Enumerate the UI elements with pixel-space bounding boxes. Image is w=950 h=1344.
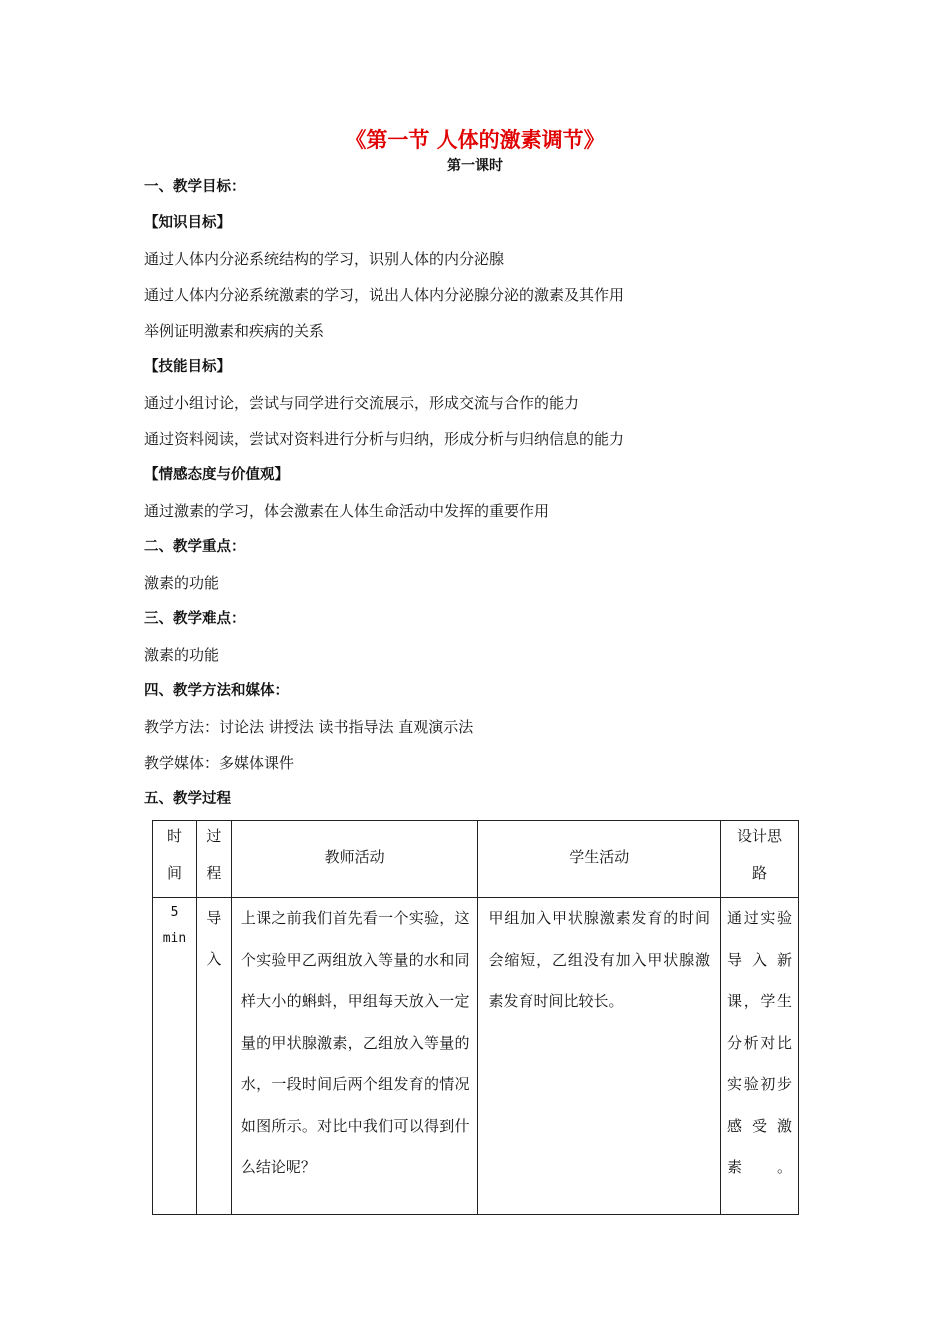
cell-time-value: 5 bbox=[170, 905, 179, 920]
header-process bbox=[196, 821, 231, 898]
header-time-line1: 时 bbox=[166, 827, 182, 845]
cell-process-line1: 导 bbox=[206, 909, 222, 927]
cell-design bbox=[721, 898, 799, 1215]
header-teacher-label: 教师活动 bbox=[324, 847, 385, 866]
knowledge-item: 举例证明激素和疾病的关系 bbox=[144, 322, 325, 340]
skill-item: 通过小组讨论，尝试与同学进行交流展示，形成交流与合作的能力 bbox=[144, 394, 580, 412]
attitude-heading: 【情感态度与价值观】 bbox=[144, 467, 289, 483]
header-process-line2: 程 bbox=[206, 864, 222, 882]
knowledge-heading: 【知识目标】 bbox=[144, 215, 231, 231]
cell-process bbox=[196, 898, 231, 1215]
cell-teacher-activity bbox=[231, 898, 478, 1215]
media-text: 教学媒体：多媒体课件 bbox=[144, 754, 295, 772]
knowledge-item: 通过人体内分泌系统激素的学习，说出人体内分泌腺分泌的激素及其作用 bbox=[144, 286, 625, 304]
goals-heading: 一、教学目标： bbox=[144, 179, 246, 195]
header-student bbox=[478, 821, 721, 898]
attitude-item: 通过激素的学习，体会激素在人体生命活动中发挥的重要作用 bbox=[144, 502, 550, 520]
key-heading: 二、教学重点： bbox=[144, 539, 246, 555]
header-design bbox=[721, 821, 799, 898]
teacher-activity-text: 上课之前我们首先看一个实验，这个实验甲乙两组放入等量的水和同样大小的蝌蚪，甲组每天放入一定量的甲状腺激素，乙组放入等量的水，一段时间后两个组发育的情况如图所示。对比中我们可以得到什么结论呢？ bbox=[240, 909, 470, 1176]
method-text: 教学方法：讨论法 讲授法 读书指导法 直观演示法 bbox=[144, 718, 474, 736]
header-teacher bbox=[231, 821, 478, 898]
design-text: 通过实验导入新课，学生分析对比实验初步感受激素。 bbox=[727, 909, 792, 1176]
method-heading: 四、教学方法和媒体： bbox=[144, 683, 289, 699]
document-title: 《第一节 人体的激素调节》 bbox=[345, 128, 605, 152]
header-process-line1: 过 bbox=[206, 827, 222, 845]
table-row bbox=[153, 898, 799, 1215]
process-heading: 五、教学过程 bbox=[144, 791, 231, 807]
header-time bbox=[153, 821, 197, 898]
header-time-line2: 间 bbox=[166, 864, 182, 882]
skill-item: 通过资料阅读，尝试对资料进行分析与归纳，形成分析与归纳信息的能力 bbox=[144, 430, 625, 448]
key-text: 激素的功能 bbox=[144, 574, 220, 592]
document-subtitle: 第一课时 bbox=[447, 158, 503, 174]
header-student-label: 学生活动 bbox=[569, 847, 630, 866]
student-activity-text: 甲组加入甲状腺激素发育的时间会缩短，乙组没有加入甲状腺激素发育时间比较长。 bbox=[488, 909, 711, 1010]
header-design-line1: 设计思 bbox=[737, 827, 783, 845]
cell-time bbox=[153, 898, 197, 1215]
cell-student-activity bbox=[478, 898, 721, 1215]
document-body bbox=[144, 178, 804, 826]
difficulty-text: 激素的功能 bbox=[144, 646, 220, 664]
difficulty-heading: 三、教学难点： bbox=[144, 611, 246, 627]
header-design-line2: 路 bbox=[752, 864, 768, 882]
process-table bbox=[152, 820, 799, 1215]
skill-heading: 【技能目标】 bbox=[144, 359, 231, 375]
cell-time-unit: min bbox=[162, 931, 187, 946]
knowledge-item: 通过人体内分泌系统结构的学习，识别人体的内分泌腺 bbox=[144, 250, 505, 268]
table-header-row bbox=[153, 821, 799, 898]
cell-process-line2: 入 bbox=[206, 950, 222, 968]
